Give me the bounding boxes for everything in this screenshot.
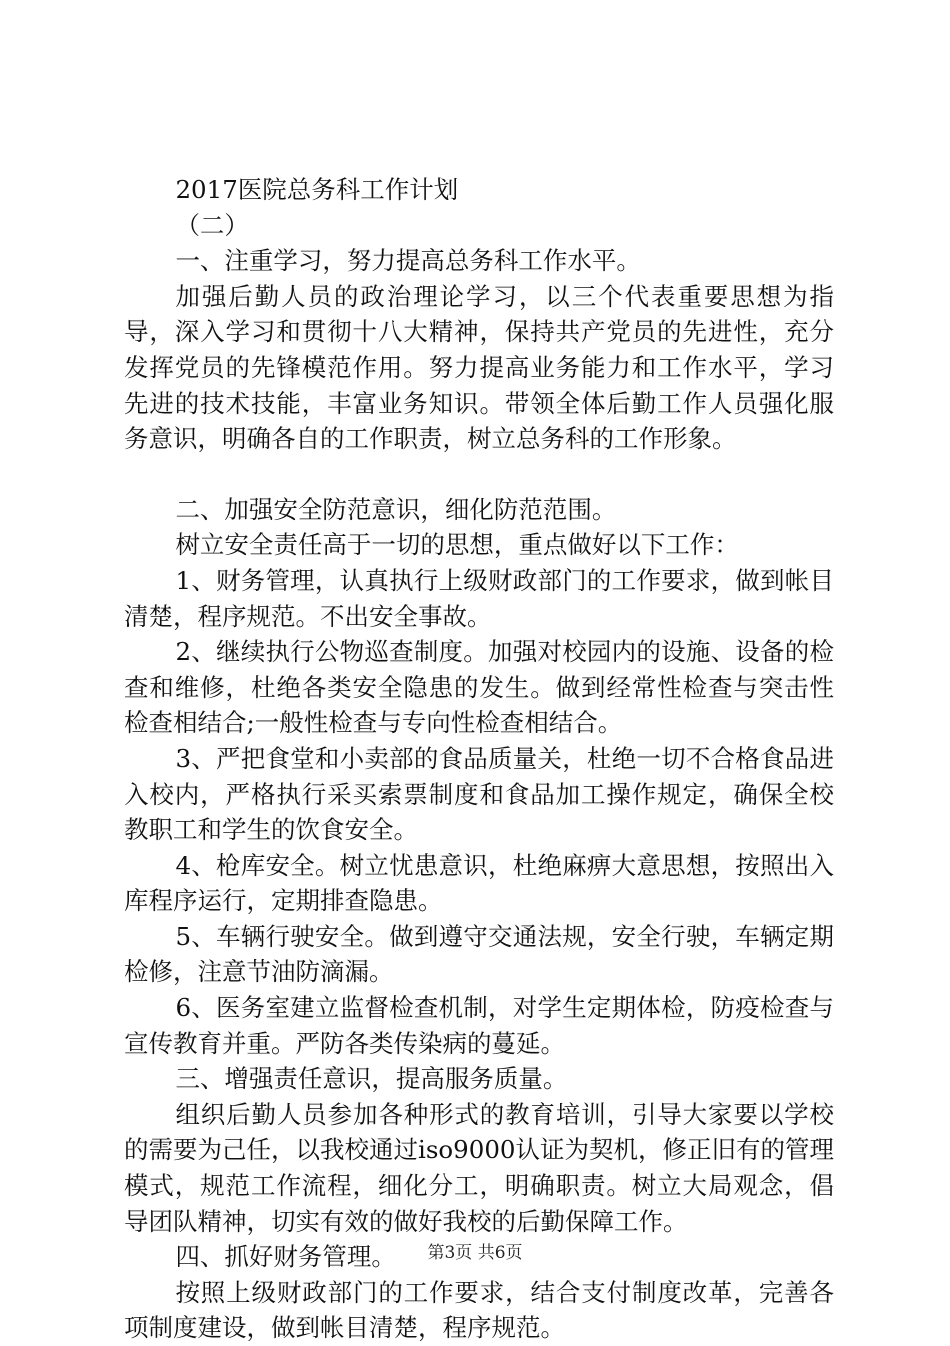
- section-heading-3: 三、增强责任意识，提高服务质量。: [175, 1064, 568, 1094]
- page-footer: [0, 1242, 950, 1264]
- list-item-3: 3、严把食堂和小卖部的食品质量关，杜绝一切不合格食品进入校内，严格执行采买索票制度和食品加工操作规定，确保全校教职工和学生的饮食安全。: [124, 743, 834, 845]
- document-body: [124, 172, 834, 1346]
- section-heading-2: 二、加强安全防范意识，细化防范范围。: [175, 494, 617, 524]
- list-item-5: 5、车辆行驶安全。做到遵守交通法规，安全行驶，车辆定期检修，注意节油防滴漏。: [124, 921, 834, 987]
- document-title: 2017医院总务科工作计划: [175, 175, 459, 204]
- body-paragraph: 加强后勤人员的政治理论学习，以三个代表重要思想为指导，深入学习和贯彻十八大精神，保持共产党员的先进性，充分发挥党员的先锋模范作用。努力提高业务能力和工作水平，学习先进的技术技能，丰富业务知识。带领全体后勤工作人员强化服务意识，明确各自的工作职责，树立总务科的工作形象。: [124, 281, 834, 454]
- section-heading-4: 四、抓好财务管理。: [175, 1242, 396, 1272]
- list-item-2: 2、继续执行公物巡查制度。加强对校园内的设施、设备的检查和维修，杜绝各类安全隐患的发生。做到经常性检查与突击性检查相结合;一般性检查与专向性检查相结合。: [124, 637, 834, 738]
- document-subtitle: （二）: [175, 210, 249, 240]
- list-item-4: 4、枪库安全。树立忧患意识，杜绝麻痹大意思想，按照出入库程序运行，定期排查隐患。: [124, 850, 834, 916]
- section-heading-1: 一、注重学习，努力提高总务科工作水平。: [175, 246, 641, 276]
- body-paragraph: 组织后勤人员参加各种形式的教育培训，引导大家要以学校的需要为己任，以我校通过iso9000认证为契机，修正旧有的管理模式，规范工作流程，细化分工，明确职责。树立大局观念，倡导团队精神，切实有效的做好我校的后勤保障工作。: [124, 1099, 835, 1236]
- body-paragraph: 按照上级财政部门的工作要求，结合支付制度改革，完善各项制度建设，做到帐目清楚，程序规范。: [124, 1277, 834, 1343]
- list-item-6: 6、医务室建立监督检查机制，对学生定期体检，防疫检查与宣传教育并重。严防各类传染病的蔓延。: [124, 993, 834, 1058]
- list-item-1: 1、财务管理，认真执行上级财政部门的工作要求，做到帐目清楚，程序规范。不出安全事故。: [124, 565, 834, 631]
- page-number: 第3页 共6页: [427, 1243, 523, 1263]
- body-paragraph: 树立安全责任高于一切的思想，重点做好以下工作：: [175, 530, 739, 560]
